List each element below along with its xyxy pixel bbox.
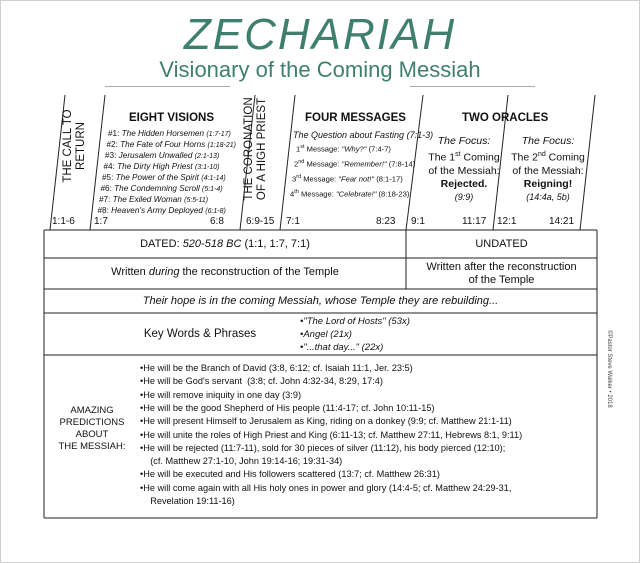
prediction-item: •He will unite the roles of High Priest and King (6:11-13; cf. Matthew 27:11, Hebrews 8:1, 9:11): [140, 429, 523, 440]
page-subtitle: Visionary of the Coming Messiah: [159, 57, 481, 82]
message-ordinal: 1: [296, 144, 301, 154]
oracle-first-line1a: The 1: [428, 151, 456, 164]
undated-cell: UNDATED: [475, 238, 528, 250]
vision-title: The Power of the Spirit: [115, 173, 202, 182]
predictions-label-line4: THE MESSIAH:: [58, 441, 126, 452]
visions-ref-start: 1:7: [94, 216, 108, 227]
message-quote: "Remember!": [341, 159, 389, 169]
oracles-title: TWO ORACLES: [462, 112, 549, 124]
vision-item: [99, 195, 208, 204]
keyword-item: •Angel (21x): [300, 329, 352, 340]
message-ordinal-suffix: th: [294, 189, 299, 195]
prediction-item: •He will be the good Shepherd of His people (11:4-17; cf. John 10:11-15): [140, 402, 435, 413]
call-label-line1: THE CALL TO: [62, 109, 74, 183]
oracle-second-ref-start: 12:1: [497, 216, 517, 227]
hope-statement: Their hope is in the coming Messiah, whose Temple they are rebuilding...: [142, 295, 499, 307]
prediction-item: Revelation 19:11-16): [140, 496, 235, 506]
message-label: Message:: [304, 144, 342, 154]
prediction-item: •He will be the Branch of David (3:8, 6:12; cf. Isaiah 11:1, Jer. 23:5): [140, 363, 413, 373]
messages-title: FOUR MESSAGES: [305, 112, 406, 124]
dated-prefix: DATED:: [140, 238, 183, 250]
written-left-c: the reconstruction of the Temple: [179, 266, 339, 278]
coronation-label: [243, 94, 269, 204]
credit-text: ©Pastor Steve Walker • 2018: [606, 330, 612, 408]
message-ordinal-suffix: st: [300, 144, 305, 150]
oracle-first-sup: st: [455, 151, 461, 158]
written-left-b: during: [148, 266, 180, 278]
vision-item: [105, 151, 219, 160]
oracle-first-line1: [423, 148, 505, 165]
keyword-item: •"...that day..." (22x): [300, 342, 384, 353]
predictions-label-line2: PREDICTIONS: [59, 417, 125, 428]
vision-ref: (1:7-17): [206, 131, 231, 138]
message-ref: (8:18-23): [378, 189, 410, 199]
oracle-first-line1b: Coming: [460, 151, 500, 164]
visions-title: EIGHT VISIONS: [129, 112, 214, 124]
message-ref: (7:4-7): [368, 144, 391, 154]
call-label-line2: RETURN: [75, 122, 87, 170]
message-ordinal: 3: [292, 174, 297, 184]
prediction-item: •He will remove iniquity in one day (3:9): [140, 389, 302, 400]
vision-title: The Fate of Four Horns: [120, 140, 208, 149]
dated-refs: (1:1, 1:7, 7:1): [241, 238, 310, 250]
oracle-first-ref: (9:9): [454, 191, 474, 202]
oracle-second-line2: of the Messiah:: [512, 164, 584, 177]
call-ref-start: 1:1-6: [52, 216, 75, 227]
message-quote: "Fear not!": [338, 174, 377, 184]
prediction-item: •He will be God's servant (3:8; cf. John 4:32-34, 8:29, 17:4): [140, 376, 383, 387]
coronation-ref: 6:9-15: [246, 216, 275, 227]
coronation-label-line2: OF A HIGH PRIEST: [256, 97, 268, 201]
vision-ref: (6:1-8): [205, 208, 226, 215]
oracle-first-line2: of the Messiah:: [428, 164, 500, 177]
written-left-a: Written: [111, 266, 149, 278]
prediction-item: (cf. Matthew 27:1-10, John 19:14-16; 19:31-34): [140, 456, 343, 467]
oracle-second-ref: (14:4a, 5b): [526, 191, 570, 202]
prediction-item: •He will be executed and His followers scattered (13:7; cf. Matthew 26:31): [140, 469, 440, 480]
oracle-second-ref-end: 14:21: [549, 216, 575, 227]
message-label: Message:: [301, 174, 339, 184]
vision-title: Heaven's Army Deployed: [111, 206, 206, 215]
vision-title: The Hidden Horsemen: [121, 129, 207, 138]
message-ordinal-suffix: rd: [296, 174, 302, 180]
vision-number: #6:: [100, 184, 115, 193]
oracle-second-block: [507, 135, 589, 204]
visions-ref-end: 6:8: [210, 216, 224, 227]
message-ref: (8:1-17): [376, 174, 403, 184]
messages-ref-end: 8:23: [376, 216, 396, 227]
oracle-second-sup: nd: [537, 151, 546, 158]
written-right-line2: of the Temple: [468, 274, 535, 286]
oracle-second-focus: The Focus:: [521, 135, 575, 147]
message-label: Message:: [304, 159, 342, 169]
predictions-label-line1: AMAZING: [70, 405, 114, 416]
oracle-second-line1a: The 2: [511, 151, 538, 164]
vision-title: The Condemning Scroll: [114, 184, 203, 193]
written-during-cell: [44, 266, 406, 278]
oracle-second-word: Reigning!: [523, 177, 573, 190]
vision-item: [98, 206, 226, 215]
vision-number: #8:: [97, 206, 112, 215]
page-title: ZECHARIAH: [183, 10, 457, 59]
vision-item: [107, 140, 236, 149]
oracle-first-ref-start: 9:1: [411, 216, 425, 227]
vision-ref: (2:1-13): [194, 153, 220, 160]
oracle-first-word: Rejected.: [440, 177, 488, 190]
message-ordinal: 2: [294, 159, 299, 169]
vision-item: [101, 184, 223, 193]
vision-number: #3:: [105, 151, 119, 160]
messages-ref-start: 7:1: [286, 216, 300, 227]
oracle-second-line1: [507, 148, 589, 165]
vision-number: #2:: [106, 140, 121, 149]
vision-ref: (3:1-10): [194, 164, 220, 171]
coronation-label-line1: THE CORONATION: [243, 97, 255, 201]
prediction-item: •He will present Himself to Jerusalem as King, riding on a donkey (9:9; cf. Matthew 21:1-11): [140, 416, 512, 427]
messages-subtitle: The Question about Fasting (7:1-3): [293, 130, 434, 140]
written-right-line1: Written after the reconstruction: [426, 261, 577, 273]
predictions-label-line3: ABOUT: [75, 429, 109, 440]
message-item: [294, 159, 415, 169]
vision-item: [104, 162, 220, 171]
vision-ref: (4:1-14): [201, 175, 226, 182]
keywords-label: Key Words & Phrases: [143, 328, 257, 340]
vision-ref: (5:5-11): [184, 197, 209, 204]
call-to-return-label: [62, 96, 88, 196]
message-ordinal: 4: [290, 189, 295, 199]
vision-number: #1:: [108, 129, 122, 138]
dated-range: 520-518 BC: [182, 238, 242, 250]
vision-ref: (5:1-4): [202, 186, 223, 193]
keyword-item: •"The Lord of Hosts" (53x): [300, 316, 410, 327]
oracle-first-ref-end: 11:17: [462, 216, 487, 227]
prediction-item: •He will be rejected (11:7-11), sold for 30 pieces of silver (11:12), his body pierced (12:10);: [140, 442, 506, 453]
vision-number: #7:: [99, 195, 113, 204]
message-label: Message:: [298, 189, 336, 199]
vision-title: The Dirty High Priest: [117, 162, 195, 171]
vision-number: #5:: [102, 173, 116, 182]
vision-item: [108, 129, 231, 138]
vision-ref: (1:18-21): [207, 142, 236, 149]
written-after-cell: [406, 261, 597, 287]
predictions-label: [44, 405, 140, 453]
vision-title: Jerusalem Unwalled: [118, 151, 195, 160]
message-ordinal-suffix: nd: [298, 159, 305, 165]
message-quote: "Celebrate!": [335, 189, 379, 199]
message-item: [292, 174, 403, 184]
message-item: [296, 144, 391, 154]
oracle-first-block: [423, 135, 505, 204]
oracle-first-focus: The Focus:: [437, 135, 491, 147]
message-quote: "Why?": [341, 144, 369, 154]
oracle-second-line1b: Coming: [545, 151, 585, 164]
vision-number: #4:: [103, 162, 118, 171]
vision-title: The Exiled Woman: [112, 195, 185, 204]
prediction-item: •He will come again with all His holy ones in power and glory (14:4-5; cf. Matthew 24:29-31,: [140, 482, 512, 493]
dated-cell: [44, 238, 406, 250]
message-item: [290, 189, 409, 199]
vision-item: [102, 173, 226, 182]
message-ref: (7:8-14): [388, 159, 416, 169]
